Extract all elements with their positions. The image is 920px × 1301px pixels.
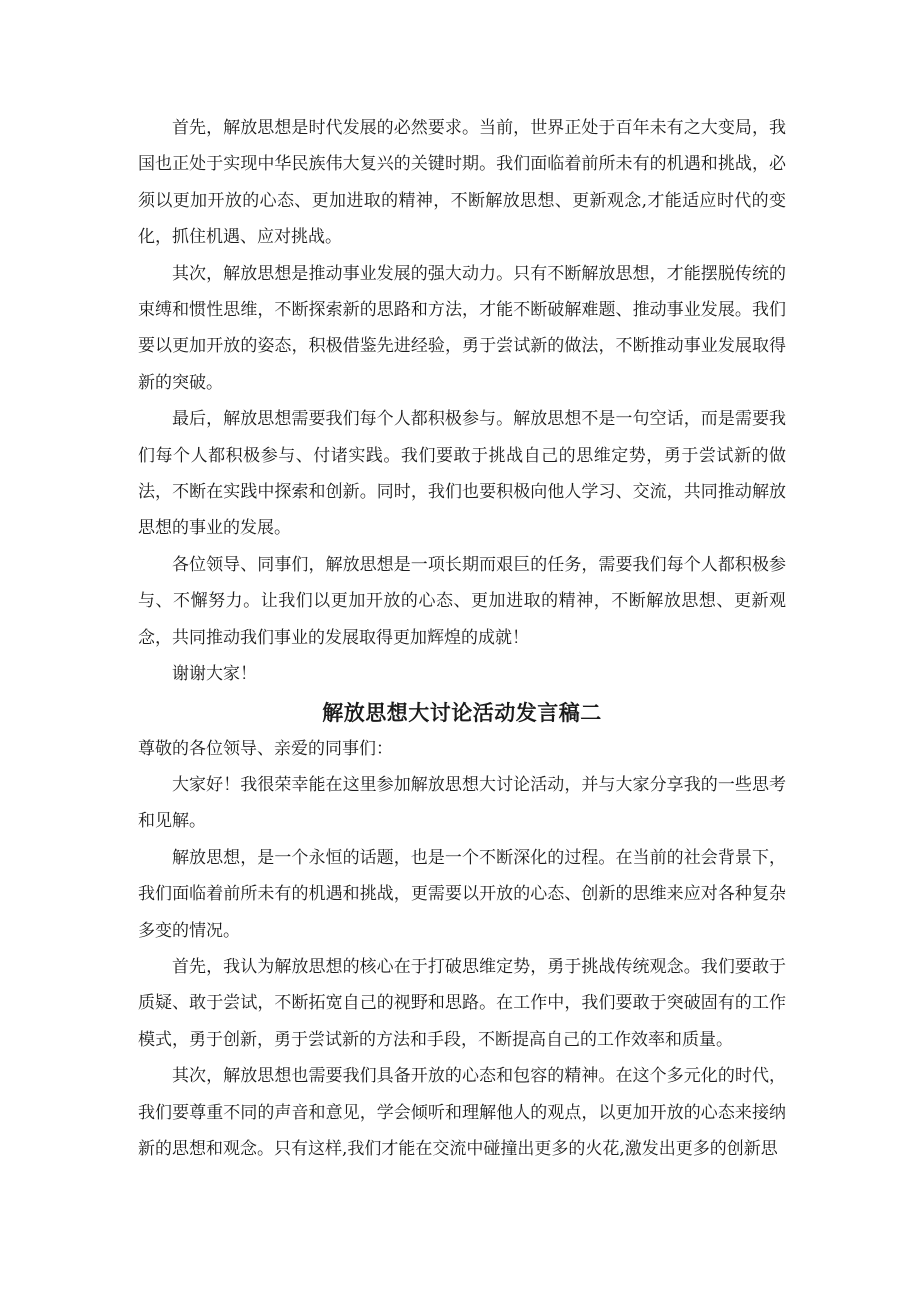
paragraph-8: 其次，解放思想也需要我们具备开放的心态和包容的精神。在这个多元化的时代，我们要尊重不同的声音和意见，学会倾听和理解他人的观点，以更加开放的心态来接纳新的思想和观念。只有这样,我们才能在交流中碰撞出更多的火花,激发出更多的创新思 [138, 1066, 786, 1159]
salutation: 尊敬的各位领导、亲爱的同事们： [138, 738, 393, 759]
paragraph-7: 首先，我认为解放思想的核心在于打破思维定势，勇于挑战传统观念。我们要敢于质疑、敢于尝试，不断拓宽自己的视野和思路。在工作中，我们要敢于突破固有的工作模式，勇于创新，勇于尝试新的方法和手段，不断提高自己的工作效率和质量。 [138, 956, 786, 1050]
document-page [138, 110, 786, 1167]
paragraph-5: 大家好！我很荣幸能在这里参加解放思想大讨论活动，并与大家分享我的一些思考和见解。 [138, 774, 786, 832]
paragraph-6: 解放思想，是一个永恒的话题，也是一个不断深化的过程。在当前的社会背景下，我们面临着前所未有的机遇和挑战，更需要以开放的心态、创新的思维来应对各种复杂多变的情况。 [138, 847, 786, 941]
section-title: 解放思想大讨论活动发言稿二 [322, 699, 602, 725]
paragraph-1: 首先，解放思想是时代发展的必然要求。当前，世界正处于百年未有之大变局，我国也正处于实现中华民族伟大复兴的关键时期。我们面临着前所未有的机遇和挑战，必须以更加开放的心态、更加进取的精神，不断解放思想、更新观念,才能适应时代的变化，抓住机遇、应对挑战。 [138, 118, 786, 248]
paragraph-4: 各位领导、同事们，解放思想是一项长期而艰巨的任务，需要我们每个人都积极参与、不懈努力。让我们以更加开放的心态、更加进取的精神，不断解放思想、更新观念，共同推动我们事业的发展取得更加辉煌的成就！ [138, 554, 786, 648]
closing-thanks: 谢谢大家！ [172, 664, 257, 685]
paragraph-2: 其次，解放思想是推动事业发展的强大动力。只有不断解放思想，才能摆脱传统的束缚和惯性思维，不断探索新的思路和方法，才能不断破解难题、推动事业发展。我们要以更加开放的姿态，积极借鉴先进经验，勇于尝试新的做法，不断推动事业发展取得新的突破。 [138, 263, 786, 393]
paragraph-3: 最后，解放思想需要我们每个人都积极参与。解放思想不是一句空话，而是需要我们每个人都积极参与、付诸实践。我们要敢于挑战自己的思维定势，勇于尝试新的做法，不断在实践中探索和创新。同时，我们也要积极向他人学习、交流，共同推动解放思想的事业的发展。 [138, 409, 786, 539]
